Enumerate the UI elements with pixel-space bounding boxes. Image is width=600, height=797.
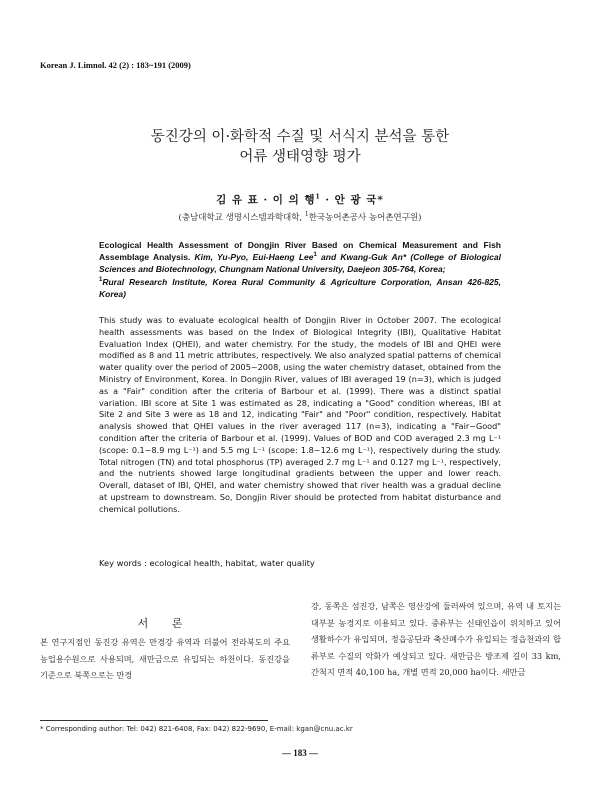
title-line-1: 동진강의 이·화학적 수질 및 서식지 분석을 통한 [150,129,450,145]
english-aff-sup: 1 [99,276,103,283]
section-heading-introduction: 서 론 [137,617,193,630]
intro-left-column: 본 연구지점인 동진강 유역은 만경강 유역과 더불어 전라북도의 주요 농업용수원으로 사용되며, 새만금으로 유입되는 하천이다. 동진강을 기준으로 북쪽으로는 만경 [40,637,290,680]
corresponding-author-footnote: * Corresponding author: Tel: 042) 821-6408, Fax: 042) 822-9690, E-mail: kgan@cnu.ac.kr [40,725,353,733]
english-header [99,239,501,300]
authors-sup-1: 1 [315,193,321,201]
authors-part-2: · 안 광 국* [320,194,384,206]
english-authors: Kim, Yu-Pyo, Eui-Haeng Lee [190,252,314,263]
footnote-divider [40,720,268,721]
authors-part-1: 김 유 표 · 이 의 행 [216,194,316,206]
english-title: Ecological Health Assessment of Dongjin River Based on Chemical Measurement and Fish Assemblage Analysis. [99,240,501,263]
keywords: Key words : ecological health, habitat, water quality [99,558,315,568]
english-affiliation: Rural Research Institute, Korea Rural Community & Agriculture Corporation, Ansan 426-825, Korea) [99,276,501,299]
title-line-2: 어류 생태영향 평가 [239,149,361,165]
korean-affiliation [60,211,540,223]
intro-right-column: 강, 동쪽은 섬진강, 남쪽은 영산강에 둘러싸여 있으며, 유역 내 토지는 대부분 농경지로 이용되고 있다. 중류부는 신태인읍이 위치하고 있어 생활하수가 유입되며, 정읍공단과 축산폐수가 유입되는 정읍천과의 합류부로 수질의 악화가 예상되고 있다. 새만금은 방조제 길이 33 km, 간척지 면적 40,100 ha, 개별 면적 20,000 ha이다. 새만금 [311,601,561,677]
page-number: — 183 — [282,748,318,758]
abstract: This study was to evaluate ecological health of Dongjin River in October 2007. The ecological health assessments was based on the Index of Biological Integrity (IBI), Qualitative Habitat Evaluation Index (QHEI), and water chemistry. For the study, the models of IBI and QHEI were modified as 8 and 11 metric attributes, respectively. We also analyzed spatial patterns of chemical water quality over the period of 2005~2008, using the water chemistry dataset, obtained from the Ministry of Environment, Korea. In Dongjin River, values of IBI averaged 19 (n=3), which is judged as a "Fair" condition after the criteria of Barbour et al. (1999). There was a distinct spatial variation. IBI score at Site 1 was estimated as 28, indicating a "Good" condition whereas, IBI at Site 2 and Site 3 were as 18 and 12, indicating "Fair" and "Poor" condition, respectively. Habitat analysis showed that QHEI values in the river averaged 117 (n=3), indicating a "Fair~Good" condition after the criteria of Barbour et al. (1999). Values of BOD and COD averaged 2.3 mg L⁻¹ (scope: 0.1~8.9 mg L⁻¹) and 5.5 mg L⁻¹ (scope: 1.8~12.6 mg L⁻¹), respectively during the study. Total nitrogen (TN) and total phosphorus (TP) averaged 2.7 mg L⁻¹ and 0.127 mg L⁻¹, respectively, and the nutrients showed large longitudinal gradients between the upper and lower reach. Overall, dataset of IBI, QHEI, and water chemistry showed that river health was a gradual decline at upstream to downstream. So, Dongjin River should be protected from habitat disturbance and chemical pollutions. [99,315,501,514]
english-authors-rest: and Kwang-Guk An* (College of Biological Sciences and Biotechnology, Chungnam National University, Daejeon 305-764, Korea; [99,252,501,275]
affil-part-2: 한국농어촌공사 농어촌연구원) [308,213,422,223]
korean-authors [60,192,540,207]
affil-sup: 1 [304,211,309,219]
affil-part-1: (충남대학교 생명시스템과학대학, [178,213,305,223]
journal-citation: Korean J. Limnol. 42 (2) : 183~191 (2009) [40,60,191,70]
english-authors-sup: 1 [313,252,317,259]
korean-title [60,127,540,167]
